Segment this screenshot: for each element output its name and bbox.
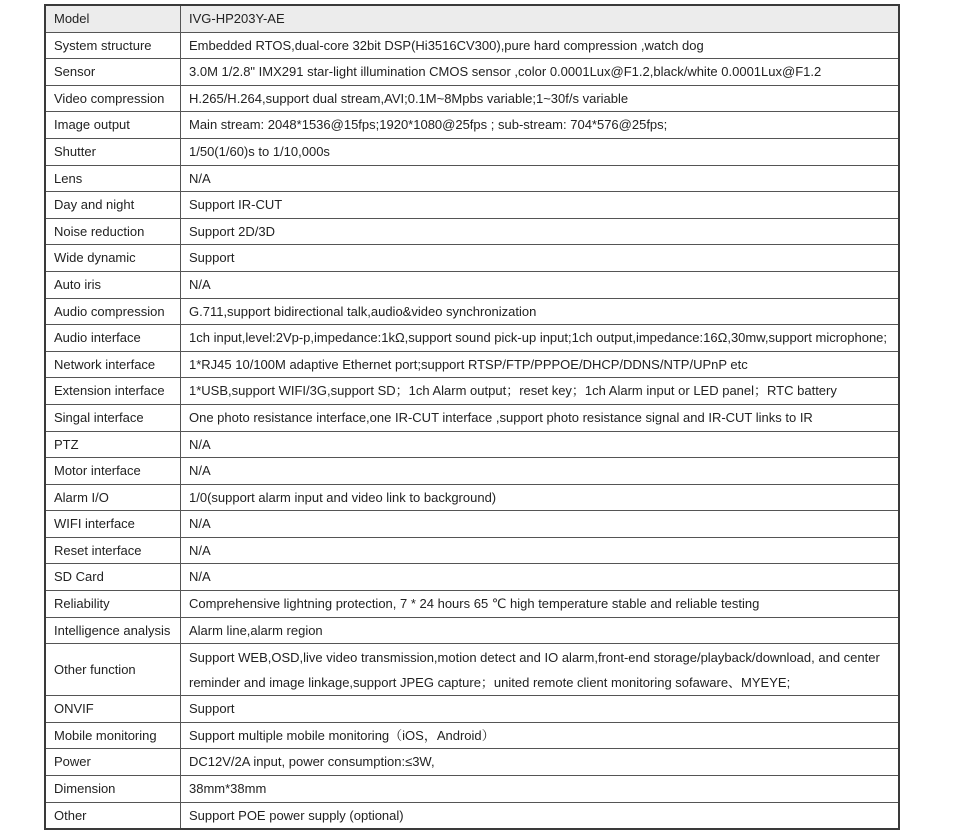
table-row [45, 59, 899, 86]
row-value: DC12V/2A input, power consumption:≤3W, [181, 749, 900, 776]
row-value: N/A [181, 537, 900, 564]
row-label: System structure [45, 32, 181, 59]
table-row [45, 245, 899, 272]
row-label: Mobile monitoring [45, 722, 181, 749]
table-row [45, 5, 899, 32]
row-value: N/A [181, 458, 900, 485]
row-value: N/A [181, 431, 900, 458]
spec-table [44, 4, 900, 830]
row-value: 38mm*38mm [181, 776, 900, 803]
row-value: Support [181, 696, 900, 723]
table-row [45, 138, 899, 165]
row-value: 3.0M 1/2.8" IMX291 star-light illumination CMOS sensor ,color 0.0001Lux@F1.2,black/white 0.0001Lux@F1.2 [181, 59, 900, 86]
table-row [45, 351, 899, 378]
row-label: PTZ [45, 431, 181, 458]
row-label: Alarm I/O [45, 484, 181, 511]
row-value: G.711,support bidirectional talk,audio&video synchronization [181, 298, 900, 325]
row-label: Extension interface [45, 378, 181, 405]
row-label: Network interface [45, 351, 181, 378]
row-label: Auto iris [45, 271, 181, 298]
row-label: Reset interface [45, 537, 181, 564]
row-label: Video compression [45, 85, 181, 112]
table-row [45, 776, 899, 803]
row-value: IVG-HP203Y-AE [181, 5, 900, 32]
row-label: Power [45, 749, 181, 776]
table-row [45, 378, 899, 405]
table-row [45, 165, 899, 192]
row-label: Noise reduction [45, 218, 181, 245]
row-value: Support WEB,OSD,live video transmission,motion detect and IO alarm,front-end storage/playback/download, and center reminder and image linkage,support JPEG capture；united remote client monitoring sofaware、MYEYE; [181, 644, 900, 696]
row-value: One photo resistance interface,one IR-CUT interface ,support photo resistance signal and IR-CUT links to IR [181, 404, 900, 431]
table-row [45, 537, 899, 564]
row-value: Alarm line,alarm region [181, 617, 900, 644]
table-row [45, 192, 899, 219]
row-value: N/A [181, 511, 900, 538]
table-row [45, 591, 899, 618]
row-label: Audio compression [45, 298, 181, 325]
table-row [45, 112, 899, 139]
row-label: Singal interface [45, 404, 181, 431]
table-row [45, 484, 899, 511]
row-value: N/A [181, 165, 900, 192]
row-value: 1/50(1/60)s to 1/10,000s [181, 138, 900, 165]
row-label: SD Card [45, 564, 181, 591]
row-value: Support 2D/3D [181, 218, 900, 245]
row-value: N/A [181, 271, 900, 298]
table-row [45, 644, 899, 696]
table-row [45, 404, 899, 431]
row-label: ONVIF [45, 696, 181, 723]
table-row [45, 218, 899, 245]
row-label: Reliability [45, 591, 181, 618]
row-value: 1/0(support alarm input and video link to background) [181, 484, 900, 511]
table-row [45, 696, 899, 723]
row-value: Comprehensive lightning protection, 7 * 24 hours 65 ℃ high temperature stable and reliable testing [181, 591, 900, 618]
table-row [45, 458, 899, 485]
row-value: Support [181, 245, 900, 272]
row-label: Lens [45, 165, 181, 192]
row-value: Support IR-CUT [181, 192, 900, 219]
row-value: 1ch input,level:2Vp-p,impedance:1kΩ,support sound pick-up input;1ch output,impedance:16Ω,30mw,support microphone; [181, 325, 900, 352]
row-label: Sensor [45, 59, 181, 86]
row-label: Image output [45, 112, 181, 139]
row-value: Main stream: 2048*1536@15fps;1920*1080@25fps ; sub-stream: 704*576@25fps; [181, 112, 900, 139]
row-label: Model [45, 5, 181, 32]
table-row [45, 85, 899, 112]
row-label: Intelligence analysis [45, 617, 181, 644]
row-value: 1*USB,support WIFI/3G,support SD；1ch Alarm output；reset key；1ch Alarm input or LED panel；RTC battery [181, 378, 900, 405]
table-row [45, 431, 899, 458]
row-label: Wide dynamic [45, 245, 181, 272]
row-value: 1*RJ45 10/100M adaptive Ethernet port;support RTSP/FTP/PPPOE/DHCP/DDNS/NTP/UPnP etc [181, 351, 900, 378]
row-label: Motor interface [45, 458, 181, 485]
row-label: Other function [45, 644, 181, 696]
row-label: Dimension [45, 776, 181, 803]
row-value: Support POE power supply (optional) [181, 802, 900, 829]
row-label: Audio interface [45, 325, 181, 352]
row-value: N/A [181, 564, 900, 591]
row-label: Shutter [45, 138, 181, 165]
row-label: Day and night [45, 192, 181, 219]
table-row [45, 32, 899, 59]
table-row [45, 722, 899, 749]
row-label: Other [45, 802, 181, 829]
row-value: Support multiple mobile monitoring（iOS，Android） [181, 722, 900, 749]
table-row [45, 749, 899, 776]
table-row [45, 325, 899, 352]
table-row [45, 511, 899, 538]
row-value: H.265/H.264,support dual stream,AVI;0.1M~8Mpbs variable;1~30f/s variable [181, 85, 900, 112]
table-row [45, 802, 899, 829]
table-row [45, 617, 899, 644]
table-row [45, 271, 899, 298]
table-row [45, 298, 899, 325]
row-value: Embedded RTOS,dual-core 32bit DSP(Hi3516CV300),pure hard compression ,watch dog [181, 32, 900, 59]
row-label: WIFI interface [45, 511, 181, 538]
table-row [45, 564, 899, 591]
